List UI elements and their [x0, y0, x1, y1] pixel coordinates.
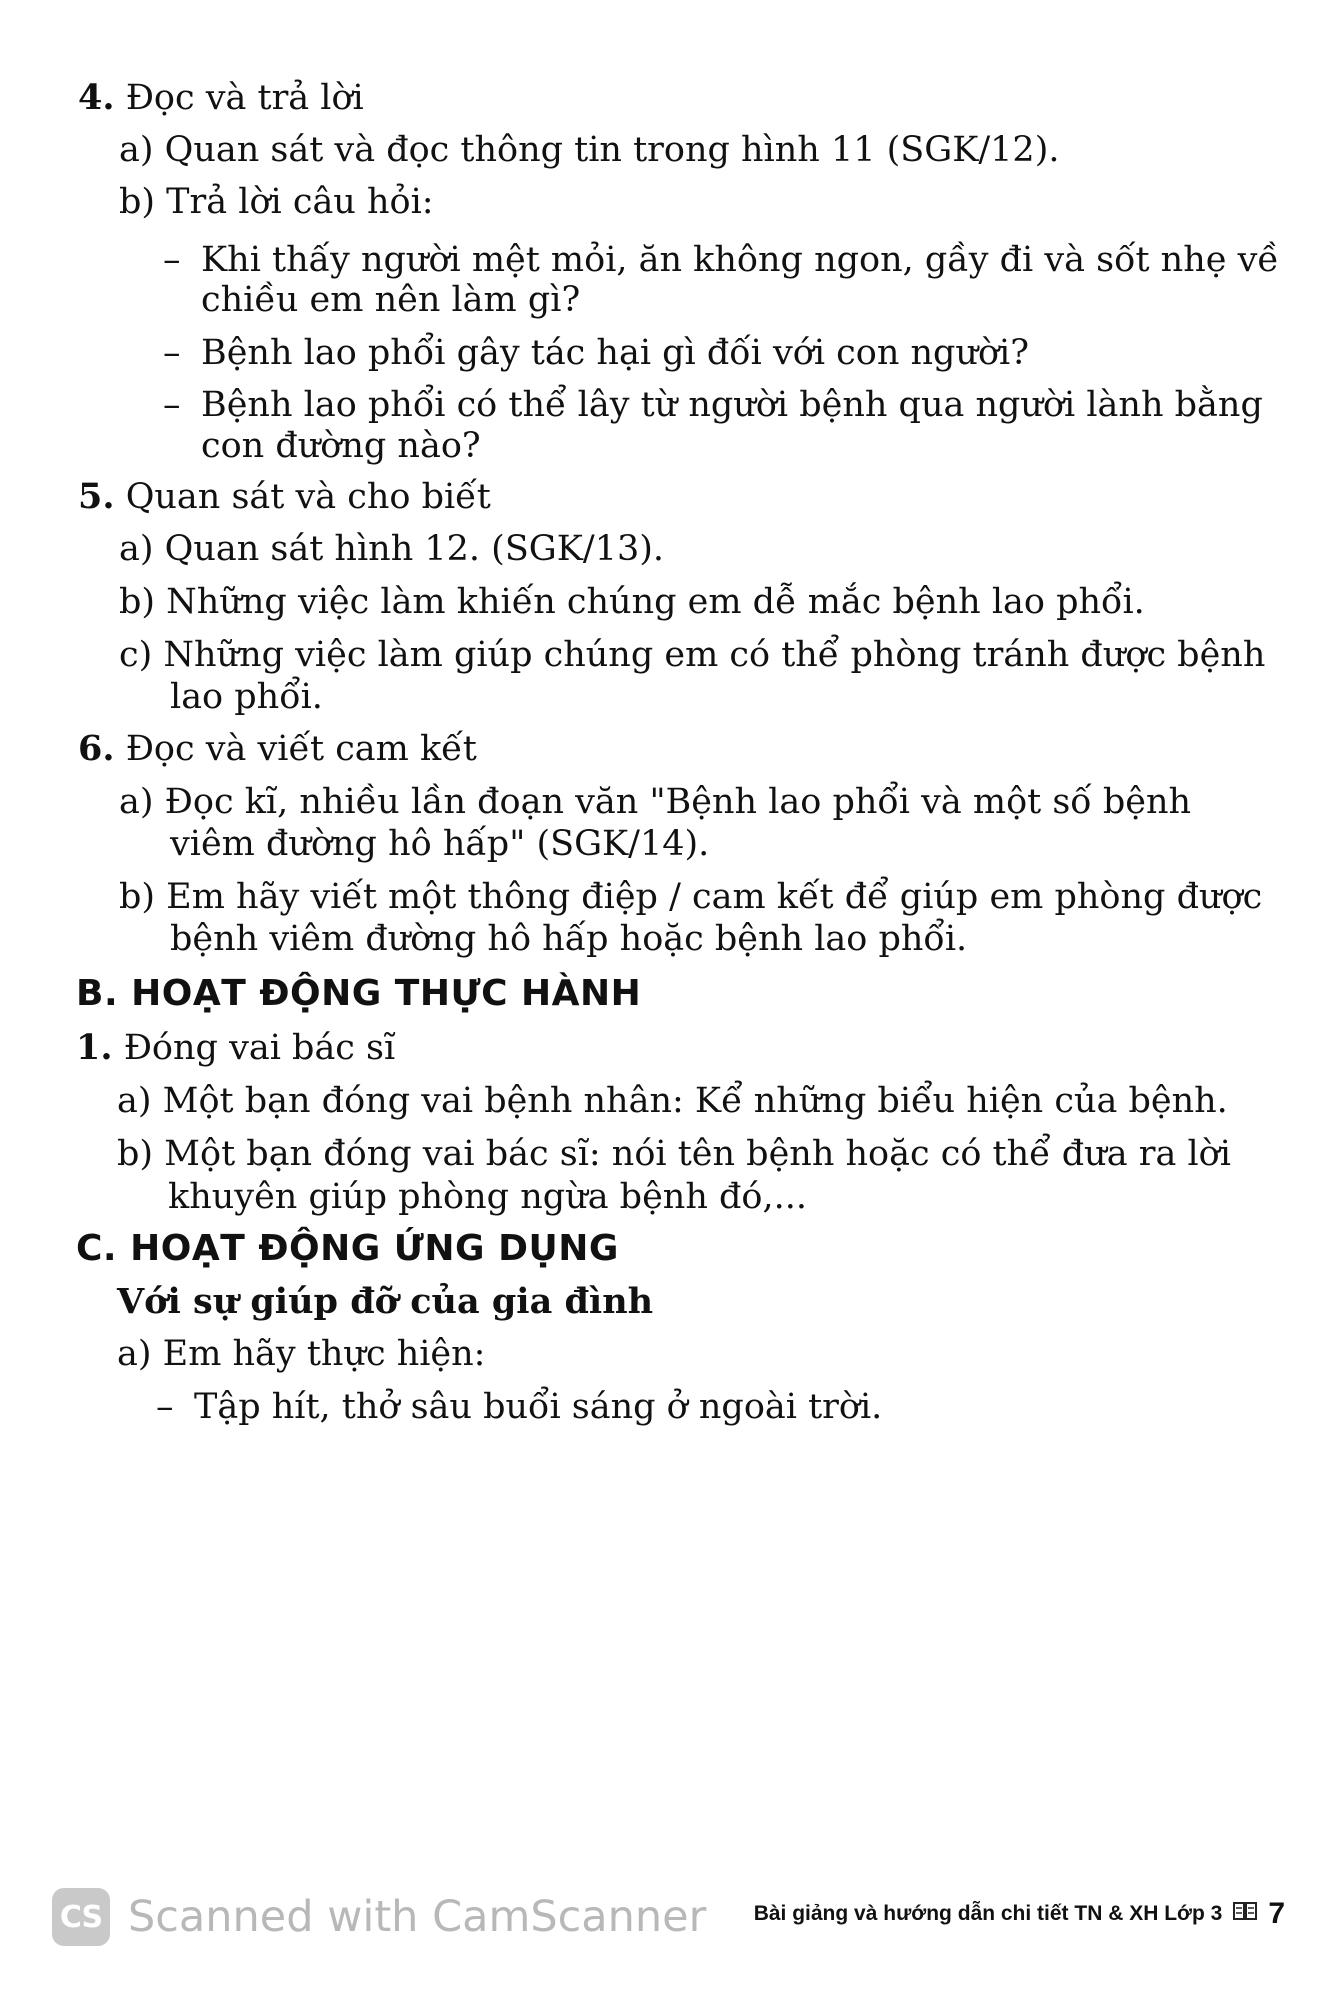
page-footer [754, 1897, 1285, 1931]
section-4-a: a) Quan sát và đọc thông tin trong hình 11 (SGK/12). [119, 130, 1060, 170]
section-4-title [78, 76, 364, 120]
question-1-line-1: Khi thấy người mệt mỏi, ăn không ngon, gầy đi và sốt nhẹ về [201, 240, 1279, 280]
section-number: 5. [78, 476, 115, 517]
question-1 [163, 238, 1279, 282]
book-icon [1232, 1899, 1258, 1929]
item-title: Đóng vai bác sĩ [123, 1028, 396, 1068]
question-1-line-2: chiều em nên làm gì? [201, 280, 581, 320]
section-b-item-1-title [76, 1026, 395, 1070]
section-c-subheading: Với sự giúp đỡ của gia đình [117, 1281, 654, 1322]
section-b-a: a) Một bạn đóng vai bệnh nhân: Kể những biểu hiện của bệnh. [117, 1081, 1228, 1121]
section-6-b: b) Em hãy viết một thông điệp / cam kết để giúp em phòng được [119, 877, 1263, 917]
dash-bullet: – [163, 385, 181, 425]
dash-bullet: – [163, 333, 181, 373]
section-c-heading: C. HOẠT ĐỘNG ỨNG DỤNG [76, 1228, 619, 1269]
section-5-c-line-2: lao phổi. [170, 677, 323, 717]
question-3-line-1: Bệnh lao phổi có thể lây từ người bệnh qua người lành bằng [201, 385, 1263, 425]
section-title: Đọc và trả lời [125, 78, 364, 118]
section-5-b: b) Những việc làm khiến chúng em dễ mắc bệnh lao phổi. [119, 582, 1145, 622]
scanner-watermark [52, 1887, 706, 1947]
question-2-text: Bệnh lao phổi gây tác hại gì đối với con người? [201, 333, 1030, 373]
section-4-b: b) Trả lời câu hỏi: [119, 182, 434, 222]
section-number: 6. [78, 728, 115, 769]
section-5-c: c) Những việc làm giúp chúng em có thể phòng tránh được bệnh [119, 635, 1266, 675]
dash-bullet: – [156, 1387, 174, 1427]
book-title: Bài giảng và hướng dẫn chi tiết TN & XH Lớp 3 [753, 1902, 1223, 1925]
page-number: 7 [1268, 1897, 1285, 1930]
section-title: Đọc và viết cam kết [125, 729, 477, 769]
section-b-heading: B. HOẠT ĐỘNG THỰC HÀNH [76, 973, 642, 1014]
section-6-a: a) Đọc kĩ, nhiều lần đoạn văn "Bệnh lao phổi và một số bệnh [119, 782, 1192, 822]
camscanner-logo: CS [52, 1888, 110, 1946]
section-6-title [78, 727, 477, 771]
section-6-a-line-2: viêm đường hô hấp" (SGK/14). [170, 824, 710, 864]
section-5-title [78, 475, 491, 519]
section-5-a: a) Quan sát hình 12. (SGK/13). [119, 529, 665, 569]
section-6-b-line-2: bệnh viêm đường hô hấp hoặc bệnh lao phổi. [170, 919, 968, 959]
question-3 [163, 383, 1263, 427]
section-b-b-line-2: khuyên giúp phòng ngừa bệnh đó,... [168, 1177, 807, 1217]
question-3-line-2: con đường nào? [201, 426, 481, 466]
section-number: 4. [78, 77, 115, 118]
item-number: 1. [76, 1027, 113, 1068]
question-2 [163, 331, 1029, 375]
section-c-a: a) Em hãy thực hiện: [117, 1334, 486, 1374]
section-c-dash-1 [156, 1385, 882, 1429]
dash-bullet: – [163, 240, 181, 280]
dash-1-text: Tập hít, thở sâu buổi sáng ở ngoài trời. [194, 1387, 883, 1427]
scanner-text: Scanned with CamScanner [128, 1892, 707, 1942]
section-b-b: b) Một bạn đóng vai bác sĩ: nói tên bệnh hoặc có thể đưa ra lời [117, 1134, 1231, 1174]
section-title: Quan sát và cho biết [125, 477, 491, 517]
